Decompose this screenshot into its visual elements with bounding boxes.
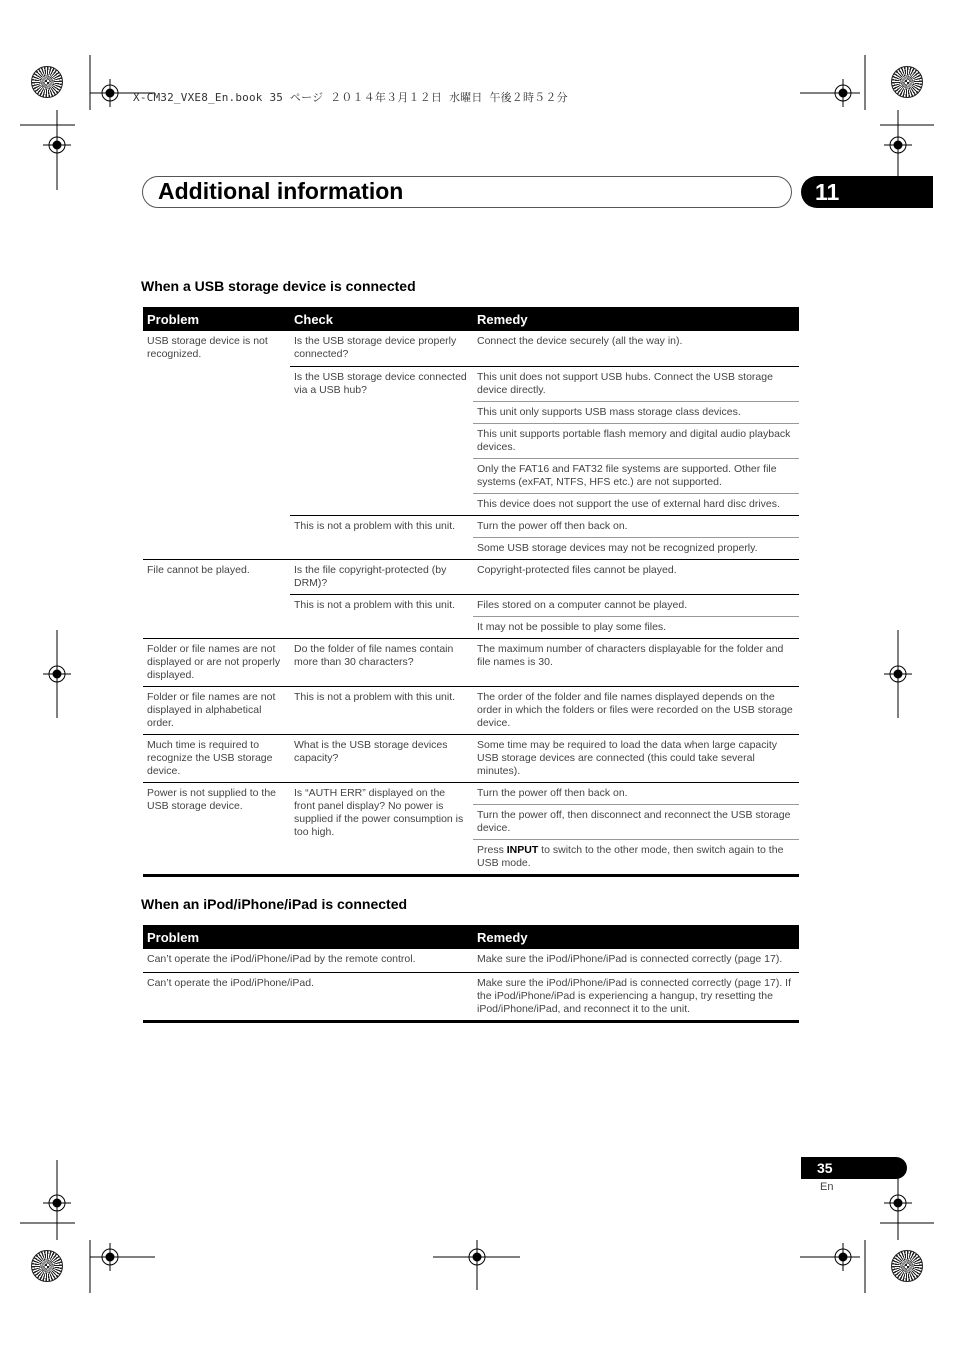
problem-cell: USB storage device is not recognized. [143,331,290,559]
column-header-check: Check [290,307,473,331]
check-cell: Is the file copyright-protected (by DRM)? [290,559,473,594]
file-info-header: X-CM32_VXE8_En.book 35 ページ ２０１４年３月１２日 水曜日 午後２時５２分 [133,91,568,104]
chapter-number: 11 [815,179,840,205]
problem-cell: Power is not supplied to the USB storage device. [143,782,290,875]
ipod-troubleshooting-table [143,925,799,1023]
usb-troubleshooting-table [143,307,799,877]
remedy-cell: Copyright-protected files cannot be played. [473,559,799,594]
remedy-cell: Turn the power off, then disconnect and reconnect the USB storage device. [473,804,799,839]
remedy-text: Press [477,843,507,856]
problem-cell: Can’t operate the iPod/iPhone/iPad. [143,972,473,1021]
chapter-number-badge [801,176,933,208]
problem-cell: Folder or file names are not displayed in alphabetical order. [143,686,290,734]
remedy-cell: Make sure the iPod/iPhone/iPad is connected correctly (page 17). [473,949,799,972]
ipod-section-title: When an iPod/iPhone/iPad is connected [141,896,408,912]
column-header-problem: Problem [143,307,290,331]
remedy-cell: The order of the folder and file names displayed depends on the order in which the folders or files were recorded on the USB storage device. [473,686,799,734]
remedy-cell: Make sure the iPod/iPhone/iPad is connected correctly (page 17). If the iPod/iPhone/iPad is experiencing a hangup, try resetting the iPod/iPhone/iPad, and reconnect it to the unit. [473,972,799,1021]
remedy-cell: This unit does not support USB hubs. Connect the USB storage device directly. [473,366,799,401]
check-cell: This is not a problem with this unit. [290,594,473,638]
check-cell: What is the USB storage devices capacity? [290,734,473,782]
remedy-cell: Some USB storage devices may not be recognized properly. [473,537,799,559]
input-button-label: INPUT [506,843,539,856]
remedy-text: to switch to the other mode, then switch again to the USB mode. [477,843,784,869]
page-number: 35 [817,1160,833,1176]
remedy-cell [473,839,799,875]
page-language: En [820,1181,834,1193]
check-cell: Is the USB storage device connected via a USB hub? [290,366,473,515]
page-number-badge [801,1157,907,1179]
problem-cell: Can’t operate the iPod/iPhone/iPad by the remote control. [143,949,473,972]
check-cell: Do the folder of file names contain more than 30 characters? [290,638,473,686]
check-cell: Is the USB storage device properly connected? [290,331,473,366]
check-cell: This is not a problem with this unit. [290,515,473,559]
remedy-cell: Connect the device securely (all the way in). [473,331,799,366]
remedy-cell: Turn the power off then back on. [473,782,799,804]
remedy-cell: The maximum number of characters displayable for the folder and file names is 30. [473,638,799,686]
chapter-title: Additional information [158,178,404,204]
remedy-cell: Some time may be required to load the data when large capacity USB storage devices are connected (this could take several minutes). [473,734,799,782]
problem-cell: Folder or file names are not displayed or are not properly displayed. [143,638,290,686]
remedy-cell: Files stored on a computer cannot be played. [473,594,799,616]
remedy-cell: Only the FAT16 and FAT32 file systems are supported. Other file systems (exFAT, NTFS, HFS etc.) are not supported. [473,458,799,493]
remedy-cell: This unit supports portable flash memory and digital audio playback devices. [473,423,799,458]
remedy-cell: This device does not support the use of external hard disc drives. [473,493,799,515]
check-cell: Is “AUTH ERR” displayed on the front panel display? No power is supplied if the power consumption is too high. [290,782,473,875]
column-header-problem: Problem [143,925,473,949]
remedy-cell: This unit only supports USB mass storage class devices. [473,401,799,423]
usb-section-title: When a USB storage device is connected [141,278,416,294]
remedy-cell: Turn the power off then back on. [473,515,799,537]
problem-cell: Much time is required to recognize the USB storage device. [143,734,290,782]
remedy-cell: It may not be possible to play some files. [473,616,799,638]
column-header-remedy: Remedy [473,925,799,949]
check-cell: This is not a problem with this unit. [290,686,473,734]
column-header-remedy: Remedy [473,307,799,331]
problem-cell: File cannot be played. [143,559,290,638]
